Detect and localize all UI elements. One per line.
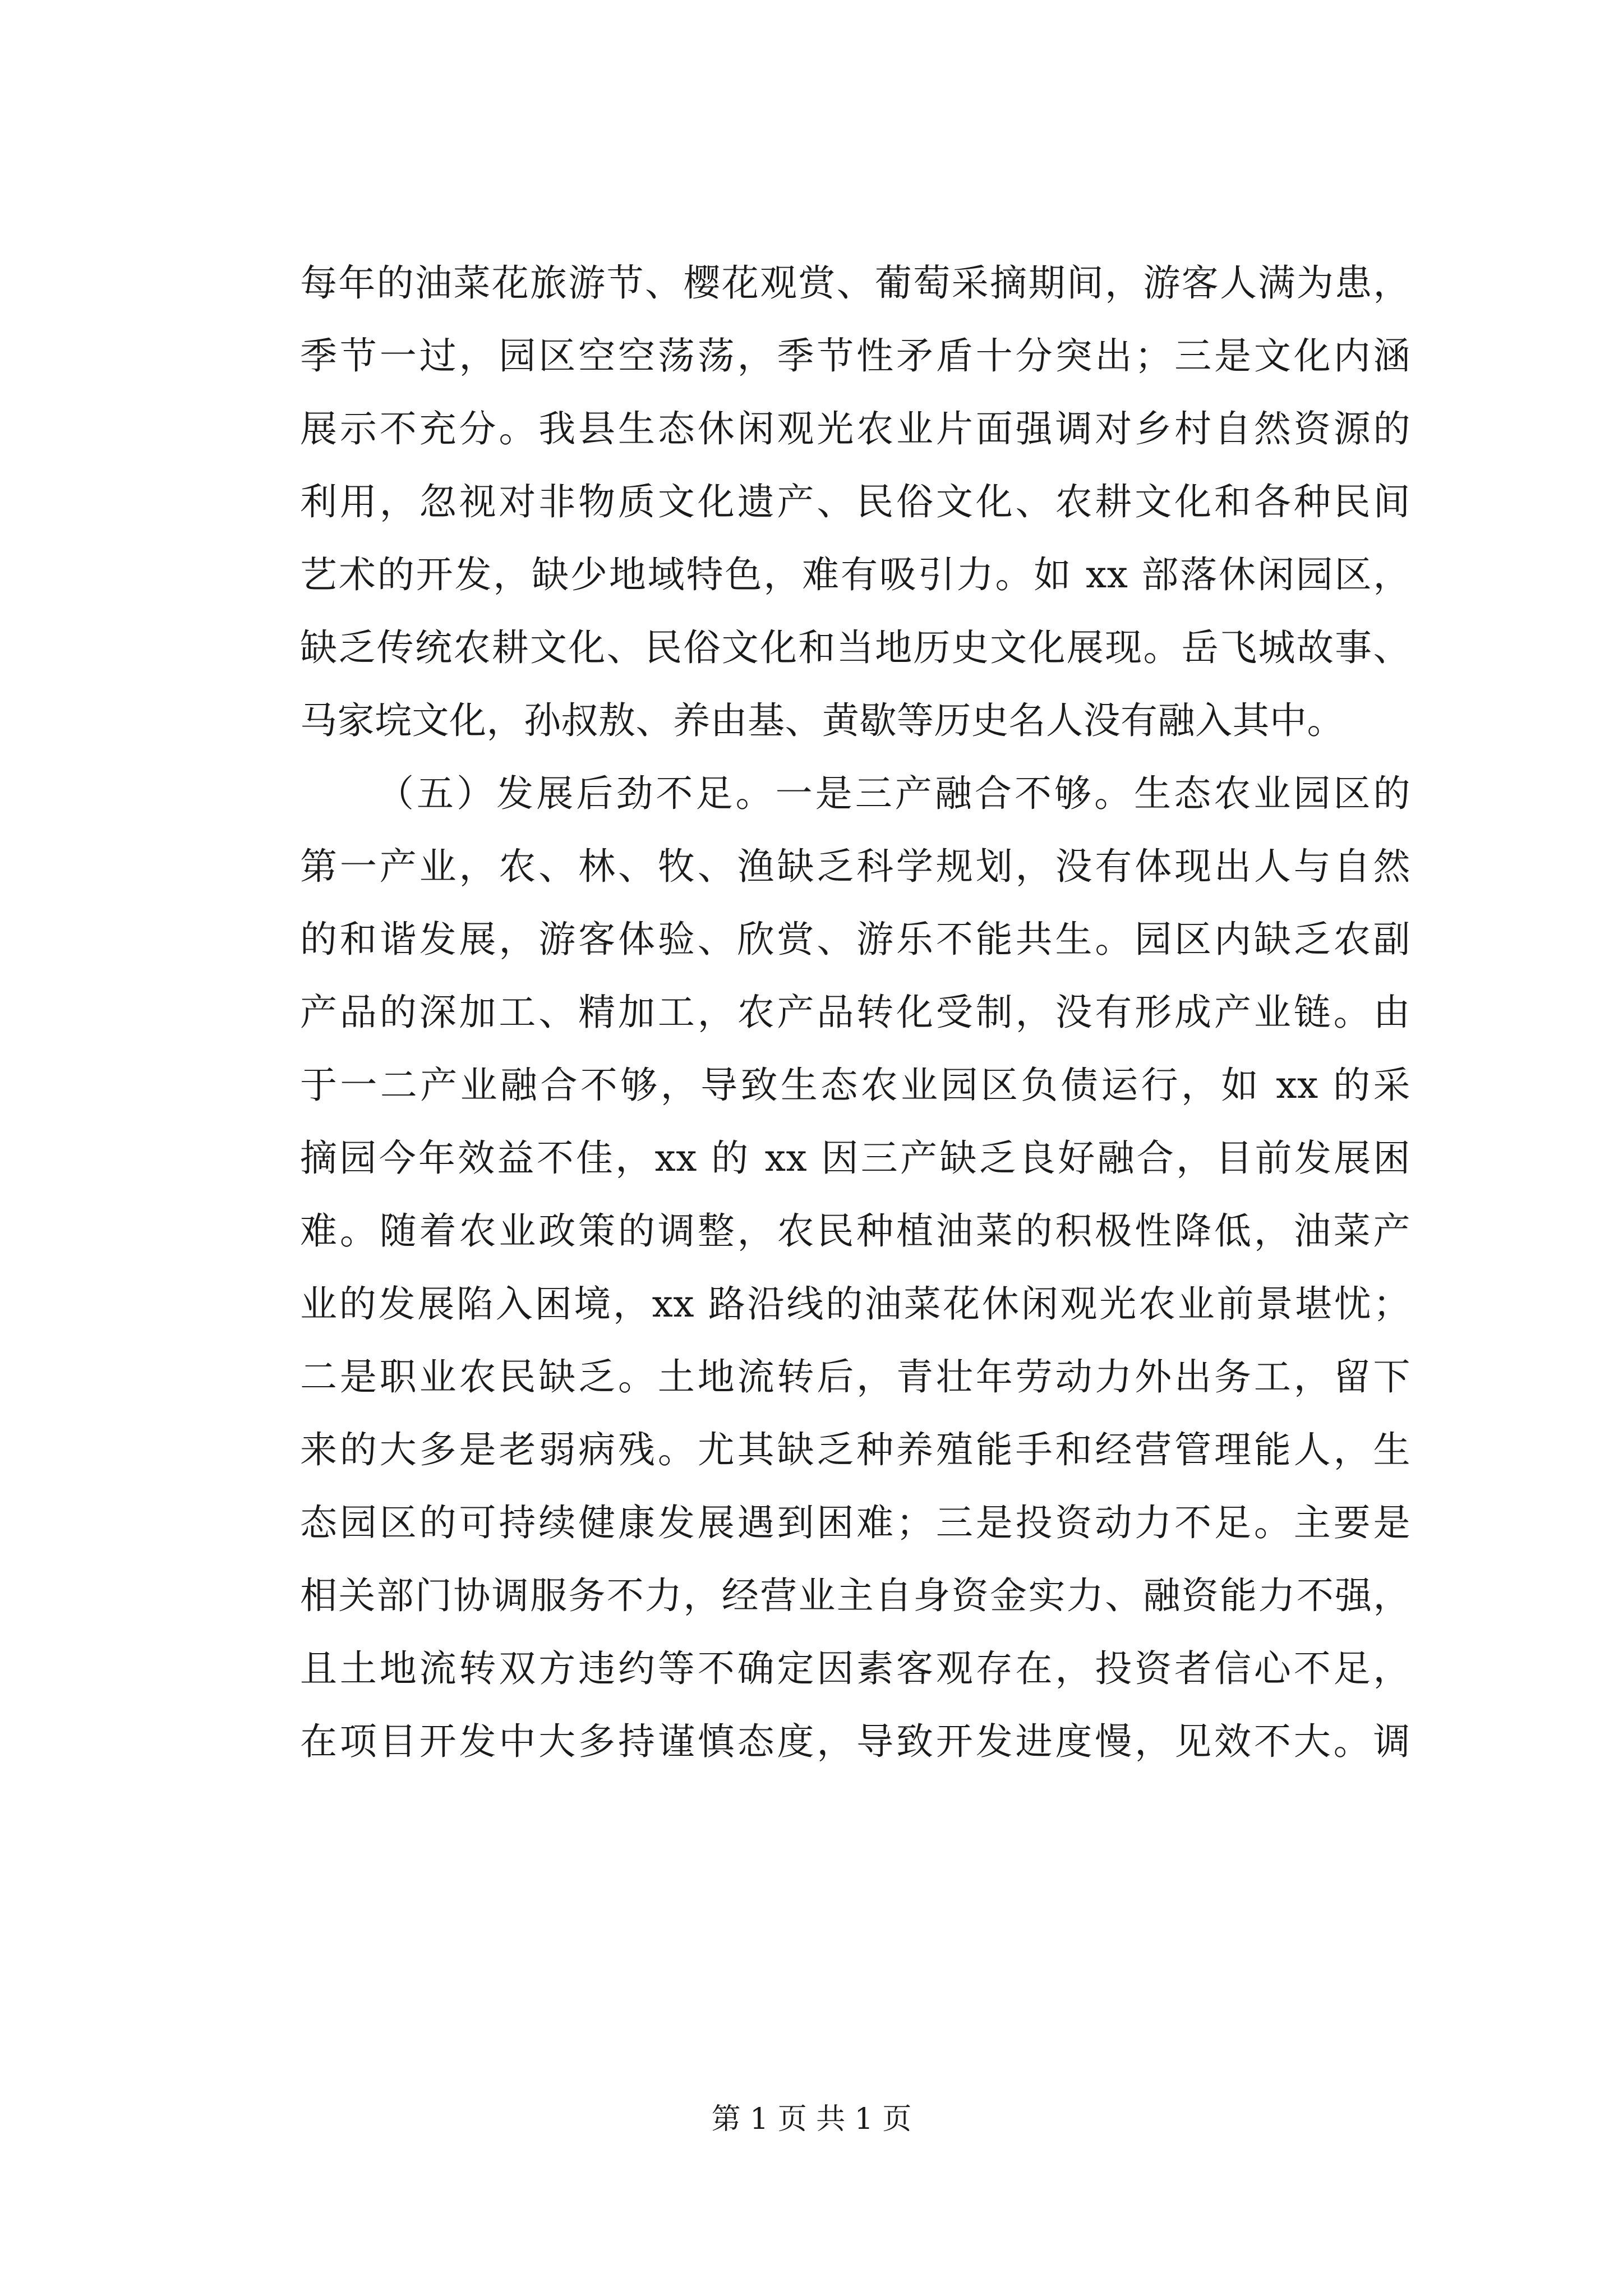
body-text-line: 于一二产业融合不够，导致生态农业园区负债运行，如 xx 的采 <box>300 1064 1410 1107</box>
body-text-line: 态园区的可持续健康发展遇到困难；三是投资动力不足。主要是 <box>300 1501 1410 1544</box>
body-text-line: 摘园今年效益不佳，xx 的 xx 因三产缺乏良好融合，目前发展困 <box>300 1137 1410 1180</box>
body-text-line: 产品的深加工、精加工，农产品转化受制，没有形成产业链。由 <box>300 991 1410 1034</box>
body-text-line: 在项目开发中大多持谨慎态度，导致开发进度慢，见效不大。调 <box>300 1720 1410 1763</box>
body-text-line: 且土地流转双方违约等不确定因素客观存在，投资者信心不足， <box>300 1647 1410 1690</box>
body-text-line: 业的发展陷入困境，xx 路沿线的油菜花休闲观光农业前景堪忧； <box>300 1282 1410 1326</box>
body-text-line: 的和谐发展，游客体验、欣赏、游乐不能共生。园区内缺乏农副 <box>300 918 1410 961</box>
body-text-line: 第一产业，农、林、牧、渔缺乏科学规划，没有体现出人与自然 <box>300 845 1410 888</box>
body-text-line: 季节一过，园区空空荡荡，季节性矛盾十分突出；三是文化内涵 <box>300 334 1410 378</box>
body-text-line: 来的大多是老弱病残。尤其缺乏种养殖能手和经营管理能人，生 <box>300 1428 1410 1471</box>
body-text-line: 艺术的开发，缺少地域特色，难有吸引力。如 xx 部落休闲园区， <box>300 553 1410 596</box>
body-text-line: 二是职业农民缺乏。土地流转后，青壮年劳动力外出务工，留下 <box>300 1355 1410 1398</box>
body-text-line: 每年的油菜花旅游节、樱花观赏、葡萄采摘期间，游客人满为患， <box>300 261 1410 305</box>
body-text-line: 利用，忽视对非物质文化遗产、民俗文化、农耕文化和各种民间 <box>300 480 1410 523</box>
section-heading-line: （五）发展后劲不足。一是三产融合不够。生态农业园区的 <box>377 772 1410 815</box>
body-text-line: 马家垸文化，孙叔敖、养由基、黄歇等历史名人没有融入其中。 <box>300 699 1344 742</box>
body-text-line: 展示不充分。我县生态休闲观光农业片面强调对乡村自然资源的 <box>300 407 1410 450</box>
body-text-line: 缺乏传统农耕文化、民俗文化和当地历史文化展现。岳飞城故事、 <box>300 626 1410 669</box>
page-footer: 第 1 页 共 1 页 <box>711 2102 912 2136</box>
body-text-line: 相关部门协调服务不力，经营业主自身资金实力、融资能力不强， <box>300 1574 1410 1617</box>
body-text-line: 难。随着农业政策的调整，农民种植油菜的积极性降低，油菜产 <box>300 1209 1410 1253</box>
